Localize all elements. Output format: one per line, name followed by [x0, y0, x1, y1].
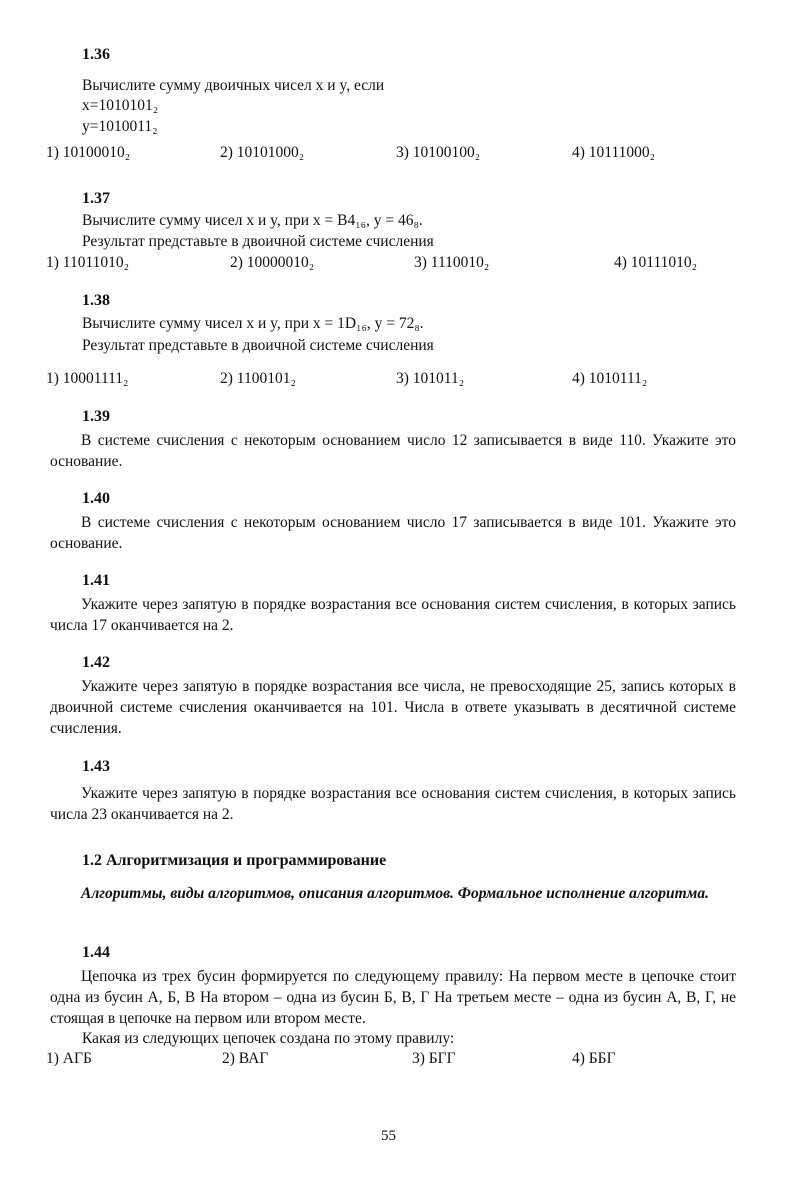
- problem-number: 1.38: [82, 292, 110, 309]
- answer-option: 1) 10001111₂: [46, 370, 129, 387]
- problem-text: Вычислите сумму двоичных чисел x и y, если: [82, 77, 385, 94]
- problem-number: 1.40: [82, 490, 110, 507]
- answer-option: 2) 10000010₂: [230, 254, 315, 271]
- problem-number: 1.39: [82, 408, 110, 425]
- answer-option: 3) 1110010₂: [414, 254, 490, 271]
- problem-number: 1.42: [82, 654, 110, 671]
- answer-option: 4) 10111000₂: [572, 144, 656, 161]
- problem-text: В системе счисления с некоторым основанием число 12 записывается в виде 110. Укажите это основание.: [50, 432, 736, 470]
- problem-text: Результат представьте в двоичной системе счисления: [82, 337, 434, 354]
- problem-text: Вычислите сумму чисел x и y, при x = B4₁₆, y = 46₈.: [82, 212, 423, 229]
- answer-option: 1) АГБ: [46, 1050, 92, 1067]
- problem-text: Укажите через запятую в порядке возрастания все основания систем счисления, в которых запись числа 17 оканчивается на 2.: [50, 596, 736, 634]
- answer-option: 2) ВАГ: [222, 1050, 269, 1067]
- answer-option: 1) 11011010₂: [46, 254, 130, 271]
- answer-option: 4) 1010111₂: [572, 370, 648, 387]
- problem-number: 1.36: [82, 46, 110, 63]
- answer-option: 3) 101011₂: [396, 370, 465, 387]
- answer-option: 4) 10111010₂: [614, 254, 698, 271]
- problem-number: 1.41: [82, 572, 110, 589]
- answer-option: 3) 10100100₂: [396, 144, 481, 161]
- value-x: x=1010101₂: [82, 97, 159, 114]
- answer-option: 2) 1100101₂: [220, 370, 296, 387]
- problem-question: Какая из следующих цепочек создана по этому правилу:: [82, 1030, 455, 1047]
- problem-number: 1.43: [82, 758, 110, 775]
- problem-text: Укажите через запятую в порядке возрастания все основания систем счисления, в которых запись числа 23 оканчивается на 2.: [50, 785, 736, 823]
- problem-number: 1.44: [82, 944, 110, 961]
- page-number: 55: [381, 1128, 396, 1144]
- problem-text: Укажите через запятую в порядке возрастания все числа, не превосходящие 25, запись которых в двоичной системе счисления оканчивается на 101. Числа в ответе указывать в десятичной системе счисления.: [50, 678, 736, 737]
- value-y: y=1010011₂: [82, 118, 158, 135]
- problem-text: Результат представьте в двоичной системе счисления: [82, 233, 434, 250]
- section-heading: 1.2 Алгоритмизация и программирование: [82, 852, 387, 869]
- answer-option: 2) 10101000₂: [220, 144, 305, 161]
- problem-text: Вычислите сумму чисел x и y, при x = 1D₁₆, y = 72₈.: [82, 315, 424, 332]
- subsection-heading: Алгоритмы, виды алгоритмов, описания алгоритмов. Формальное исполнение алгоритма.: [81, 885, 709, 902]
- problem-number: 1.37: [82, 190, 110, 207]
- problem-text: В системе счисления с некоторым основанием число 17 записывается в виде 101. Укажите это основание.: [50, 514, 736, 552]
- answer-option: 3) БГГ: [412, 1050, 456, 1067]
- answer-option: 1) 10100010₂: [46, 144, 131, 161]
- problem-text: Цепочка из трех бусин формируется по следующему правилу: На первом месте в цепочке стоит одна из бусин А, Б, В На втором – одна из бусин Б, В, Г На третьем месте – одна из бусин А, В, Г, не стоящая в цепочке на первом или втором месте.: [50, 968, 736, 1027]
- answer-option: 4) ББГ: [572, 1050, 616, 1067]
